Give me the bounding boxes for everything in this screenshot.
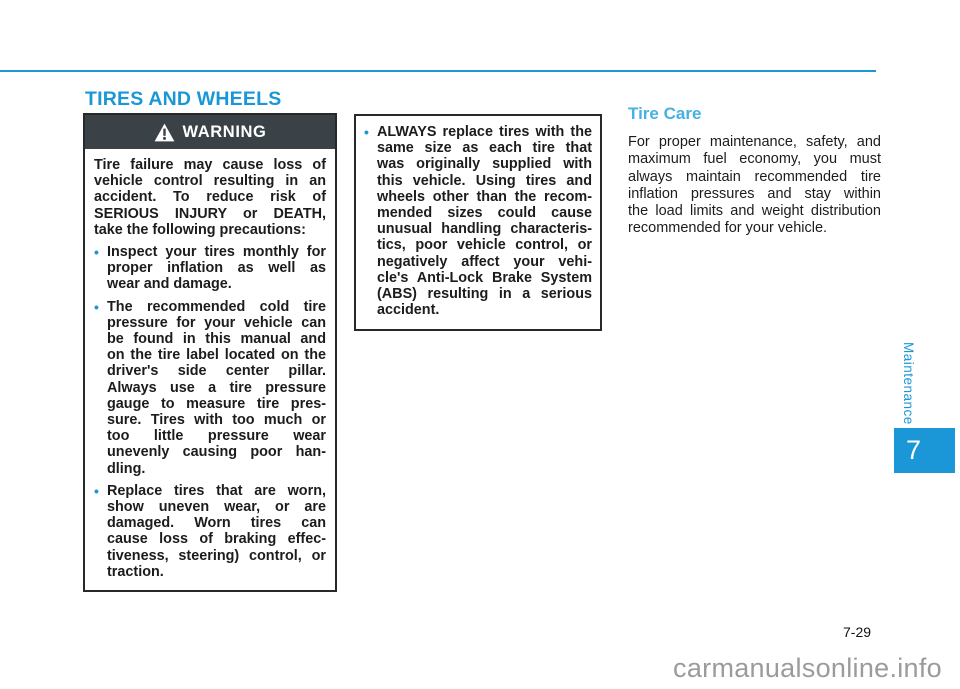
text-line: inflation pressures and stay within [628, 185, 881, 202]
text-line: Tire failure may cause loss of [94, 157, 326, 173]
text-line: cle's Anti-Lock Brake System [377, 269, 592, 286]
text-line: recommended for your vehicle. [628, 220, 828, 237]
warning-bullet-list [94, 244, 326, 580]
caution-box-body [356, 116, 600, 329]
text-line: take the following precautions: [94, 221, 306, 238]
bullet-item [94, 244, 326, 293]
bullet-item [94, 299, 326, 477]
text-line: on the tire label located on the [107, 347, 326, 364]
caution-bullet-list [364, 124, 592, 318]
text-line: Inspect your tires monthly for [107, 244, 326, 261]
text-line: tics, poor vehicle control, or [377, 237, 592, 254]
text-line: pressure for your vehicle can [107, 314, 326, 331]
watermark: carmanualsonline.info [673, 653, 942, 683]
text-line: tiveness, steering) control, or [107, 547, 326, 564]
text-line: driver's side center pillar. [107, 363, 326, 380]
warning-box-body [85, 149, 335, 590]
text-line: (ABS) resulting in a serious [377, 286, 592, 303]
text-line: For proper maintenance, safety, and [628, 134, 881, 150]
text-line: damaged. Worn tires can [107, 515, 326, 532]
text-line: The recommended cold tire [107, 298, 326, 315]
text-line: sure. Tires with too much or [107, 412, 326, 429]
text-line: same size as each tire that [377, 140, 592, 157]
text-line: negatively affect your vehi- [377, 253, 592, 270]
text-line: dling. [107, 460, 146, 477]
warning-header-label: WARNING [182, 122, 267, 141]
text-line: show uneven wear, or are [107, 499, 326, 516]
tire-care-heading: Tire Care [628, 104, 702, 123]
text-line: this vehicle. Using tires and [377, 172, 592, 189]
text-line: the load limits and weight distribution [628, 203, 881, 220]
text-line: mended sizes could cause [377, 205, 592, 222]
text-line: proper inflation as well as [107, 260, 326, 277]
bullet-text [107, 244, 326, 293]
warning-intro [94, 157, 326, 238]
chapter-tab [894, 428, 955, 473]
text-line: be found in this manual and [107, 331, 326, 348]
text-line: maximum fuel economy, you must [628, 151, 881, 168]
bullet-dot-icon: • [94, 298, 99, 315]
page-number: 7-29 [843, 624, 872, 640]
warning-box [83, 113, 337, 592]
text-line: accident. [377, 302, 440, 319]
bullet-dot-icon: • [364, 124, 369, 140]
bullet-item [364, 124, 592, 318]
chapter-side-label: Maintenance [901, 342, 916, 425]
text-line: ALWAYS replace tires with the [377, 124, 592, 140]
text-line: gauge to measure tire pres- [107, 395, 326, 412]
text-line: cause loss of braking effec- [107, 531, 326, 548]
text-line: always maintain recommended tire [628, 168, 881, 185]
text-line: was originally supplied with [377, 156, 592, 173]
bullet-text [107, 299, 326, 477]
warning-triangle-icon [154, 123, 175, 142]
text-line: wheels other than the recom- [377, 188, 592, 205]
text-line: accident. To reduce risk of [94, 189, 326, 206]
bullet-item [94, 483, 326, 580]
header-rule [0, 70, 876, 72]
text-line: too little pressure wear [107, 428, 326, 445]
text-line: Always use a tire pressure [107, 379, 326, 396]
chapter-number: 7 [906, 435, 922, 465]
caution-box [354, 114, 602, 331]
tire-care-paragraph [628, 134, 881, 238]
text-line: traction. [107, 563, 164, 580]
text-line: Replace tires that are worn, [107, 482, 326, 499]
text-line: wear and damage. [107, 276, 232, 293]
page-title: TIRES AND WHEELS [85, 88, 282, 110]
bullet-text [107, 483, 326, 580]
warning-header [85, 115, 335, 149]
bullet-text [377, 124, 592, 318]
text-line: unevenly causing poor han- [107, 444, 326, 461]
bullet-dot-icon: • [94, 244, 99, 261]
text-line: SERIOUS INJURY or DEATH, [94, 205, 326, 222]
tire-care-section [628, 104, 881, 238]
text-line: vehicle control resulting in an [94, 173, 326, 190]
text-line: unusual handling characteris- [377, 221, 592, 238]
bullet-dot-icon: • [94, 482, 99, 499]
